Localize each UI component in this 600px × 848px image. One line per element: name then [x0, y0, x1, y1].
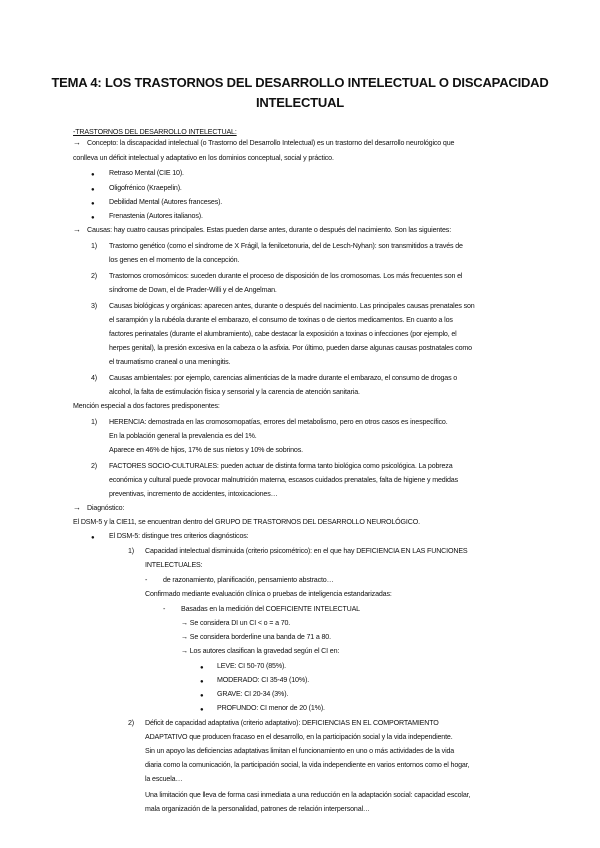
- criterion-line: mala organización de la personalidad, patrones de relación interpersonal…: [145, 805, 370, 813]
- cause-line: el traumatismo craneal o una meningitis.: [109, 358, 231, 366]
- cause-line: el sarampión y la rubéola durante el embarazo, el consumo de toxinas o de ciertos medicamentos. En cuanto a los: [109, 316, 453, 324]
- section-heading: -TRASTORNOS DEL DESARROLLO INTELECTUAL:: [73, 128, 237, 136]
- title-line-2: INTELECTUAL: [255, 95, 345, 110]
- title-line-1: TEMA 4: LOS TRASTORNOS DEL DESARROLLO INTELECTUAL O DISCAPACIDAD: [51, 75, 549, 90]
- severity-item: MODERADO: CI 35-49 (10%).: [217, 676, 310, 684]
- cause-number: 3): [91, 302, 98, 310]
- mention-line: FACTORES SOCIO-CULTURALES: pueden actuar de distinta forma tanto biológica como psicológica. La pobreza: [109, 462, 453, 470]
- bullet-icon: ●: [91, 215, 95, 221]
- criterion-line: Sin un apoyo las deficiencias adaptativas limitan el funcionamiento en uno o más actividades de la vida: [145, 747, 455, 755]
- mention-line: preventivas, incremento de accidentes, intoxicaciones…: [109, 490, 278, 498]
- diagnosis-line: El DSM-5 y la CIE11, se encuentran dentro del GRUPO DE TRASTORNOS DEL DESARROLLO NEUROLÓGICO.: [73, 518, 420, 526]
- bullet-icon: ●: [200, 679, 204, 685]
- arrow-icon: →: [73, 138, 81, 147]
- mention-heading: Mención especial a dos factores predisponentes:: [73, 402, 220, 410]
- criterion-confirm: Confirmado mediante evaluación clínica o pruebas de inteligencia estandarizadas:: [145, 590, 392, 598]
- criterion-line: INTELECTUALES:: [145, 561, 203, 569]
- criterion-line: Déficit de capacidad adaptativa (criterio adaptativo): DEFICIENCIAS EN EL COMPORTAMIENTO: [145, 719, 439, 727]
- arrow-icon: →: [73, 503, 81, 512]
- criterion-line: Una limitación que lleva de forma casi inmediata a una reducción en la adaptación social: capacidad escolar,: [145, 791, 471, 799]
- mention-line: Aparece en 46% de hijos, 17% de sus nietos y 10% de sobrinos.: [109, 446, 303, 454]
- cause-line: Causas ambientales: por ejemplo, carencias alimenticias de la madre durante el embarazo, el consumo de drogas o: [109, 374, 458, 382]
- criterion-subline: de razonamiento, planificación, pensamiento abstracto…: [163, 576, 334, 584]
- cause-line: síndrome de Down, el de Prader-Willi y el de Angelman.: [109, 286, 277, 294]
- concept-bullet: Frenastenia (Autores italianos).: [109, 212, 203, 220]
- concept-bullet: Oligofrénico (Kraepelin).: [109, 184, 182, 192]
- concept-bullet: Retraso Mental (CIE 10).: [109, 169, 184, 177]
- bullet-icon: ●: [200, 693, 204, 699]
- concept-line-1: Concepto: la discapacidad intelectual (o Trastorno del Desarrollo Intelectual) es un trastorno del desarrollo neurológico que: [87, 139, 455, 147]
- cause-line: Trastorno genético (como el síndrome de X Frágil, la fenilcetonuria, del de Lesch-Nyhan): son transmitidos a través de: [109, 242, 463, 250]
- causes-intro: Causas: hay cuatro causas principales. Estas pueden darse antes, durante o después del nacimiento. Son las siguientes:: [87, 226, 452, 234]
- bullet-icon: ●: [200, 665, 204, 671]
- cause-line: alcohol, la falta de estimulación física y sensorial y la carencia de atención sanitaria.: [109, 388, 360, 396]
- criterion-line: ADAPTATIVO que producen fracaso en el desarrollo, en la participación social y la vida independiente.: [145, 733, 453, 741]
- bullet-icon: ●: [91, 201, 95, 207]
- concept-line-2: conlleva un déficit intelectual y adaptativo en los dominios conceptual, social y práctico.: [73, 154, 334, 162]
- page-title: [40, 73, 560, 113]
- ci-arrow-line: → Los autores clasifican la gravedad según el CI en:: [181, 647, 340, 655]
- bullet-icon: ●: [91, 172, 95, 178]
- cause-number: 1): [91, 242, 98, 250]
- ci-arrow-line: → Se considera DI un CI < o = a 70.: [181, 619, 291, 627]
- cause-line: herpes genital), la presión excesiva en la cabeza o la asfixia. Por último, pueden darse algunas causas postnatales como: [109, 344, 472, 352]
- criterion-line: diaria como la comunicación, la participación social, la vida independiente en varios entornos como el hogar,: [145, 761, 470, 769]
- bullet-icon: ●: [200, 707, 204, 713]
- bullet-icon: ●: [91, 535, 95, 541]
- ci-arrow-line: → Se considera borderline una banda de 71 a 80.: [181, 633, 331, 641]
- dash-icon: -: [145, 576, 148, 584]
- mention-line: En la población general la prevalencia es del 1%.: [109, 432, 257, 440]
- cause-number: 2): [91, 272, 98, 280]
- severity-item: LEVE: CI 50-70 (85%).: [217, 662, 287, 670]
- arrow-icon: →: [73, 225, 81, 234]
- criterion-number: 2): [128, 719, 135, 727]
- mention-line: HERENCIA: demostrada en las cromosomopatías, errores del metabolismo, pero en otros casos es inespecífico.: [109, 418, 448, 426]
- severity-item: GRAVE: CI 20-34 (3%).: [217, 690, 289, 698]
- criterion-line: Capacidad intelectual disminuida (criterio psicométrico): en el que hay DEFICIENCIA EN LAS FUNCIONES: [145, 547, 468, 555]
- cause-line: factores perinatales (durante el alumbramiento), cabe destacar la exposición a toxinas o infecciones (por ejemplo, el: [109, 330, 457, 338]
- cause-line: Trastornos cromosómicos: suceden durante el proceso de disposición de los cromosomas. Los más frecuentes son el: [109, 272, 463, 280]
- severity-item: PROFUNDO: CI menor de 20 (1%).: [217, 704, 325, 712]
- criterion-number: 1): [128, 547, 135, 555]
- criterion-subline: Basadas en la medición del COEFICIENTE INTELECTUAL: [181, 605, 360, 613]
- cause-line: los genes en el momento de la concepción.: [109, 256, 240, 264]
- bullet-icon: ●: [91, 187, 95, 193]
- mention-number: 2): [91, 462, 98, 470]
- diagnosis-label: Diagnóstico:: [87, 504, 125, 512]
- mention-number: 1): [91, 418, 98, 426]
- diagnosis-bullet: El DSM-5: distingue tres criterios diagnósticos:: [109, 532, 249, 540]
- dash-icon: -: [163, 605, 166, 613]
- criterion-line: la escuela…: [145, 775, 183, 783]
- cause-number: 4): [91, 374, 98, 382]
- mention-line: económica y cultural puede provocar malnutrición materna, escasos cuidados prenatales, falta de higiene y medidas: [109, 476, 458, 484]
- cause-line: Causas biológicas y orgánicas: aparecen antes, durante o después del nacimiento. Las principales causas prenatales son: [109, 302, 475, 310]
- concept-bullet: Debilidad Mental (Autores franceses).: [109, 198, 223, 206]
